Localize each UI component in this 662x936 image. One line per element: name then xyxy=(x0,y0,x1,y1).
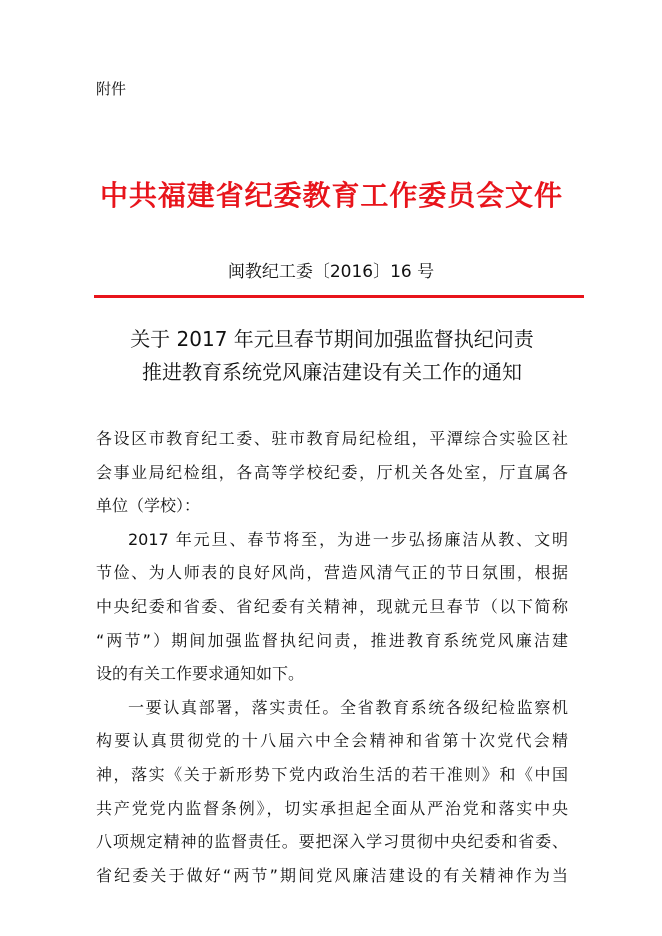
body-text-line: “两节”）期间加强监督执纪问责，推进教育系统党风廉洁建 xyxy=(96,630,568,650)
body-text-line: 设的有关工作要求通知如下。 xyxy=(96,664,305,684)
body-text-line: 八项规定精神的监督责任。要把深入学习贯彻中央纪委和省委、 xyxy=(96,832,568,852)
document-title-line-2: 推进教育系统党风廉洁建设有关工作的通知 xyxy=(142,360,522,384)
document-red-header: 中共福建省纪委教育工作委员会文件 xyxy=(100,179,562,212)
body-text-line: 神，落实《关于新形势下党内政治生活的若干准则》和《中国 xyxy=(96,765,568,784)
body-text-line: 2017 年元旦、春节将至，为进一步弘扬廉洁从教、文明 xyxy=(128,529,568,549)
body-text-line: 共产党党内监督条例》，切实承担起全面从严治党和落实中央 xyxy=(96,798,568,818)
body-text-line: 省纪委关于做好“两节”期间党风廉洁建设的有关精神作为当 xyxy=(96,865,568,885)
red-divider-line xyxy=(94,295,584,298)
body-text-line: 构要认真贯彻党的十八届六中全会精神和省第十次党代会精 xyxy=(96,731,568,751)
body-text-line: 中央纪委和省委、省纪委有关精神，现就元旦春节（以下简称 xyxy=(96,597,568,616)
body-text-line: 各设区市教育纪工委、驻市教育局纪检组，平潭综合实验区社 xyxy=(96,429,568,448)
body-text-line: 会事业局纪检组，各高等学校纪委，厅机关各处室，厅直属各 xyxy=(96,462,568,482)
body-text-line: 单位（学校）： xyxy=(96,496,201,516)
body-text-line: 节俭、为人师表的良好风尚，营造风清气正的节日氛围，根据 xyxy=(96,563,568,583)
document-number: 闽教纪工委〔2016〕16 号 xyxy=(227,262,435,282)
body-text-line: 一要认真部署，落实责任。全省教育系统各级纪检监察机 xyxy=(128,697,568,717)
attachment-label: 附件 xyxy=(96,80,127,98)
document-title-line-1: 关于 2017 年元旦春节期间加强监督执纪问责 xyxy=(130,327,534,351)
